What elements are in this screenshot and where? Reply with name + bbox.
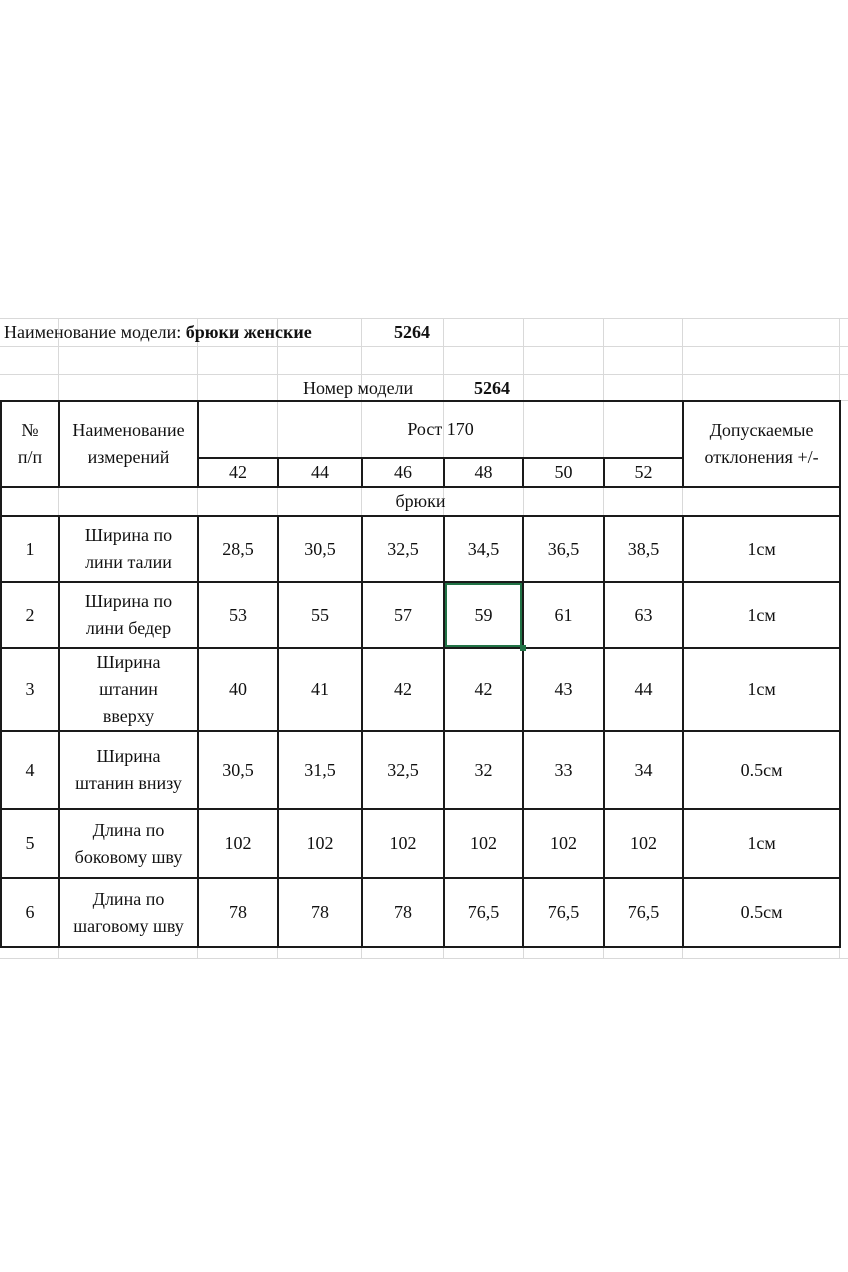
measurement-name-cell[interactable]: Ширина штанин вверху — [59, 648, 198, 731]
value-cell[interactable]: 43 — [523, 648, 604, 731]
grid-row-line — [0, 346, 848, 347]
table-row — [1, 878, 840, 947]
value-cell[interactable]: 78 — [278, 878, 362, 947]
value-cell[interactable]: 31,5 — [278, 731, 362, 809]
tolerance-cell[interactable]: 1см — [683, 582, 840, 648]
header-num-cell[interactable]: № п/п — [1, 401, 59, 487]
size-cell[interactable]: 50 — [523, 458, 604, 487]
value-cell[interactable]: 44 — [604, 648, 683, 731]
grid-row-line — [0, 318, 848, 319]
value-cell[interactable]: 76,5 — [444, 878, 523, 947]
value-cell[interactable]: 34,5 — [444, 516, 523, 582]
size-cell[interactable]: 46 — [362, 458, 444, 487]
value-cell[interactable]: 41 — [278, 648, 362, 731]
tolerance-cell[interactable]: 1см — [683, 516, 840, 582]
value-cell[interactable]: 102 — [278, 809, 362, 878]
row-number-cell[interactable]: 2 — [1, 582, 59, 648]
model-title-line — [4, 322, 312, 344]
grid-row-line — [0, 374, 848, 375]
value-cell[interactable]: 61 — [523, 582, 604, 648]
value-cell[interactable]: 102 — [523, 809, 604, 878]
value-cell[interactable]: 78 — [362, 878, 444, 947]
value-cell[interactable]: 102 — [444, 809, 523, 878]
model-title-value: брюки женские — [185, 322, 312, 342]
measurement-name-cell[interactable]: Ширина по лини талии — [59, 516, 198, 582]
measurement-table — [0, 400, 841, 948]
value-cell[interactable]: 57 — [362, 582, 444, 648]
tolerance-cell[interactable]: 0.5см — [683, 731, 840, 809]
row-number-cell[interactable]: 3 — [1, 648, 59, 731]
value-cell[interactable]: 59 — [444, 582, 523, 648]
grid-row-line — [0, 958, 848, 959]
value-cell[interactable]: 63 — [604, 582, 683, 648]
section-title-cell[interactable]: брюки — [1, 487, 840, 516]
value-cell[interactable]: 28,5 — [198, 516, 278, 582]
value-cell[interactable]: 32,5 — [362, 731, 444, 809]
table-row — [1, 582, 840, 648]
table-row — [1, 648, 840, 731]
value-cell[interactable]: 102 — [362, 809, 444, 878]
model-title-label: Наименование модели: — [4, 322, 182, 342]
header-tolerance-cell[interactable]: Допускаемые отклонения +/- — [683, 401, 840, 487]
section-row — [1, 487, 840, 516]
value-cell[interactable]: 34 — [604, 731, 683, 809]
size-cell[interactable]: 44 — [278, 458, 362, 487]
measurement-name-cell[interactable]: Длина по шаговому шву — [59, 878, 198, 947]
value-cell[interactable]: 102 — [604, 809, 683, 878]
table-row — [1, 516, 840, 582]
size-cell[interactable]: 52 — [604, 458, 683, 487]
value-cell[interactable]: 42 — [444, 648, 523, 731]
measurement-name-cell[interactable]: Ширина по лини бедер — [59, 582, 198, 648]
value-cell[interactable]: 76,5 — [523, 878, 604, 947]
model-title-number: 5264 — [394, 322, 430, 342]
tolerance-cell[interactable]: 1см — [683, 648, 840, 731]
value-cell[interactable]: 40 — [198, 648, 278, 731]
value-cell[interactable]: 53 — [198, 582, 278, 648]
row-number-cell[interactable]: 5 — [1, 809, 59, 878]
model-number-label: Номер модели — [303, 378, 414, 398]
measurement-name-cell[interactable]: Ширина штанин внизу — [59, 731, 198, 809]
value-cell[interactable]: 33 — [523, 731, 604, 809]
row-number-cell[interactable]: 4 — [1, 731, 59, 809]
row-number-cell[interactable]: 1 — [1, 516, 59, 582]
value-cell[interactable]: 32,5 — [362, 516, 444, 582]
value-cell[interactable]: 102 — [198, 809, 278, 878]
table-row — [1, 731, 840, 809]
measurement-name-cell[interactable]: Длина по боковому шву — [59, 809, 198, 878]
value-cell[interactable]: 76,5 — [604, 878, 683, 947]
value-cell[interactable]: 38,5 — [604, 516, 683, 582]
header-height-cell[interactable]: Рост 170 — [198, 401, 683, 458]
value-cell[interactable]: 55 — [278, 582, 362, 648]
value-cell[interactable]: 36,5 — [523, 516, 604, 582]
tolerance-cell[interactable]: 0.5см — [683, 878, 840, 947]
row-number-cell[interactable]: 6 — [1, 878, 59, 947]
value-cell[interactable]: 42 — [362, 648, 444, 731]
model-number-value: 5264 — [474, 378, 510, 398]
value-cell[interactable]: 78 — [198, 878, 278, 947]
size-cell[interactable]: 42 — [198, 458, 278, 487]
value-cell[interactable]: 30,5 — [278, 516, 362, 582]
size-cell[interactable]: 48 — [444, 458, 523, 487]
tolerance-cell[interactable]: 1см — [683, 809, 840, 878]
value-cell[interactable]: 32 — [444, 731, 523, 809]
header-row — [1, 401, 840, 458]
header-name-cell[interactable]: Наименование измерений — [59, 401, 198, 487]
table-row — [1, 809, 840, 878]
value-cell[interactable]: 30,5 — [198, 731, 278, 809]
